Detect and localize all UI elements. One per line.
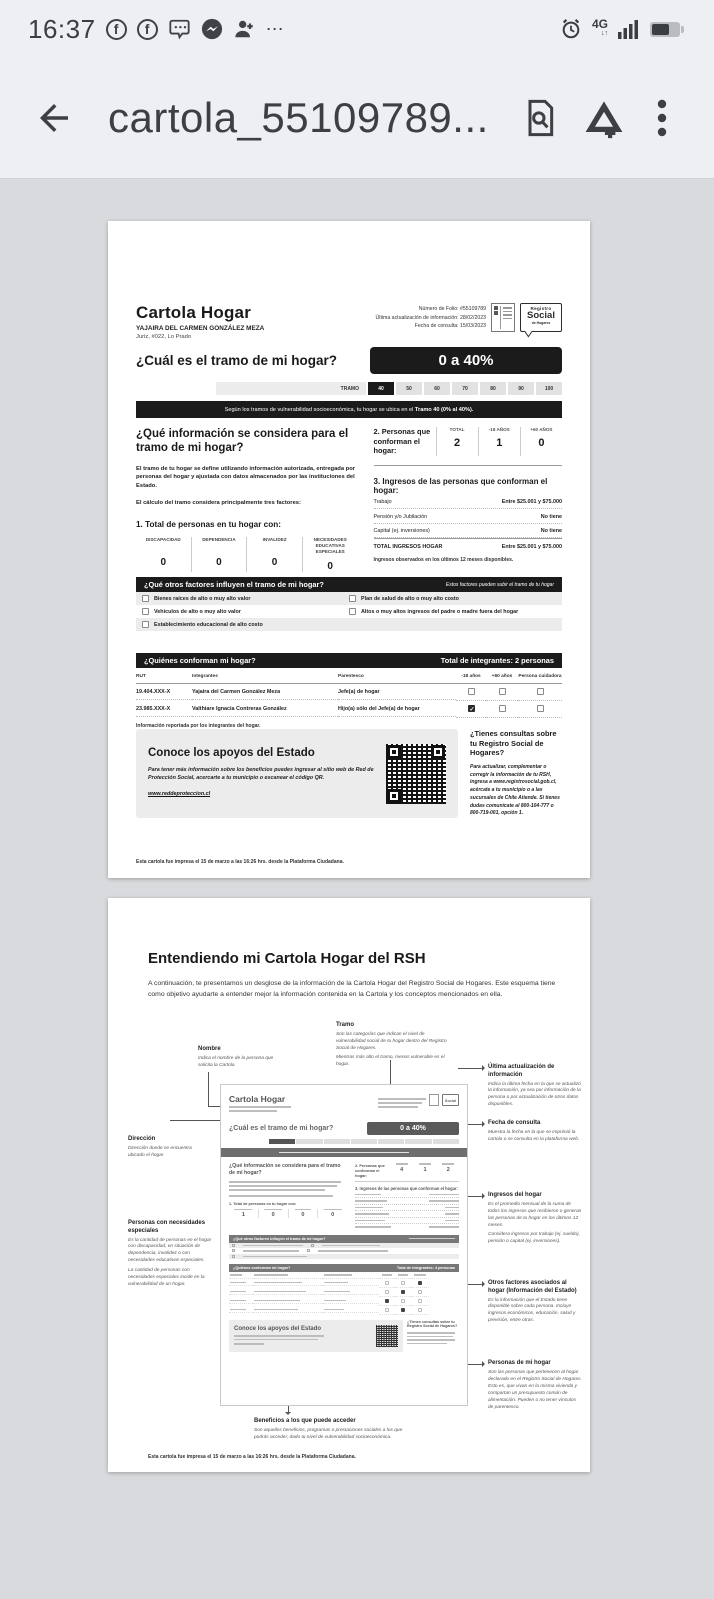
tramo-tick: 60 (424, 382, 450, 395)
mini-ministry-logo (429, 1094, 439, 1106)
tramo-tick: 90 (508, 382, 534, 395)
arrowhead (482, 1121, 488, 1127)
under18-checkbox (468, 705, 475, 712)
member-relation: Hijo(a) sólo del Jefe(a) de hogar (338, 701, 456, 717)
find-in-page-button[interactable] (512, 90, 568, 146)
label-tramo: Tramo Son las categorías que indican el nivel de vulnerabilidad social de tu hogar dentro del Registro Social de Hogares. Mientras más alto el tramo, menos vulnerable es el hogar. (336, 1022, 447, 1068)
member-rut: 23.985.XXX-X (136, 701, 192, 717)
label-nombre: Nombre Indica el nombre de la persona que solicita la Cartola (198, 1046, 274, 1068)
label-consulta: Fecha de consulta Muestra la fecha en la que se imprimió la cartola o se consulta en la plataforma web. (488, 1120, 580, 1142)
tramo-scale-label: TRAMO (216, 382, 366, 395)
person-add-icon (233, 18, 256, 40)
tramo-banner: Según los tramos de vulnerabilidad socioeconómica, tu hogar se ubica en el Tramo 40 (0% al 40%). (136, 401, 562, 418)
apoyos-body: Para tener más información sobre los beneficios puedes ingresar al sitio web de Red de Protección Social, acercarte a tu municipio o escanear el código QR. (148, 766, 374, 782)
status-bar (0, 0, 714, 58)
add-to-drive-button[interactable] (576, 90, 632, 146)
member-rut: 19.404.XXX-X (136, 684, 192, 700)
factor1-value: 0 (271, 556, 278, 568)
factor3-note: Ingresos observados en los últimos 12 meses disponibles. (373, 556, 514, 563)
facebook-icon: f (106, 19, 127, 40)
mini-tramo-value: 0 a 40% (367, 1122, 459, 1135)
other-factors-section: ¿Qué otros factores influyen el tramo de mi hogar? Estos factores pueden subir el tramo de tu hogar Bienes raíces de alto o muy alto valor Plan de salud de alto o muy alto costo Vehículos de alto o muy alto valor Altos o muy altos ingresos del padre o madre fuera del hogar Establecimiento educacional de alto costo (136, 577, 562, 631)
consultas-body: Para actualizar, complementar o corregir la información de tu RSH, ingresa a www.registrosocial.gob.cl, acércate a tu municipio o a las sucursales de Chile Atiende. Si tienes dudas comunícate al 800-104-777 o 800-719-001, opción 1. (470, 763, 560, 817)
over60-checkbox (499, 688, 506, 695)
pdf-page-2 (108, 898, 590, 1472)
mini-qr-code (376, 1325, 398, 1347)
chat-bubble-icon (168, 18, 191, 40)
alarm-icon (560, 18, 582, 40)
back-arrow-icon (33, 97, 75, 139)
factor2-value: 1 (496, 437, 503, 449)
factor1-value: 0 (327, 560, 333, 572)
factor2-table: 2. Personas que conforman el hogar: TOTAL 2 -18 AÑOS 1 +60 AÑOS 0 (374, 427, 562, 466)
label-actualizacion: Última actualización de información Indica la última fecha en la que se actualizó la información, ya sea por información de la persona o por actualización de otros datos disponibles. (488, 1064, 581, 1108)
more-notifications-icon: ⋯ (265, 19, 286, 39)
mini-registro-social-logo: Social (442, 1094, 459, 1106)
mini-factor2-table: 2. Personas que conforman el hogar: 4 1 2 (355, 1163, 459, 1182)
mini-consultas-box: ¿Tienes consultas sobre tu Registro Social de Hogares? (407, 1320, 459, 1352)
apoyos-link[interactable]: www.reddeproteccion.cl (148, 791, 211, 798)
folio-meta (376, 303, 486, 331)
ministry-logo (491, 303, 515, 332)
page2-intro: A continuación, te presentamos un desglose de la información de la Cartola Hogar del Registro Social de Hogares. Este esquema tiene como objetivo ayudarte a entender mejor la información contenida en la Cartola y los conceptos mencionados en ella. (148, 980, 556, 999)
member-relation: Jefe(a) de hogar (338, 684, 456, 700)
page2-title: Entendiendo mi Cartola Hogar del RSH (148, 950, 426, 967)
holder-address: Juriz, #022, Lo Prado (136, 333, 192, 340)
member-name: Yajaira del Carmen González Meza (192, 684, 338, 700)
factor3-table: Trabajo Entre $25.001 y $75.000 Pensión y/o Jubilación No tiene Capital (ej. inversiones) No tiene TOTAL INGRESOS HOGAR Entre $25.001 y $75.000 (374, 495, 562, 553)
tramo-tick: 70 (452, 382, 478, 395)
registro-social-logo: Registro Social de Hogares (520, 303, 562, 332)
mini-cartola (220, 1084, 468, 1406)
consultas-box (470, 729, 562, 818)
connector-line (458, 1068, 484, 1069)
facebook-icon: f (137, 19, 158, 40)
label-ingresos: Ingresos del hogar Es el promedio mensual de la suma de todos los ingresos que recibieron o generan las personas de tu hogar en los últimos 12 meses. Considera ingresos por trabajo (ej. sueldo), pensión o capital (ej. inversiones). (488, 1192, 582, 1245)
arrowhead (482, 1361, 488, 1367)
caregiver-checkbox (537, 688, 544, 695)
arrowhead (285, 1412, 291, 1418)
mini-factor3-heading: 3. Ingresos de las personas que conforman el hogar: (355, 1186, 458, 1192)
mini-apoyos-heading: Conoce los apoyos del Estado (234, 1326, 322, 1333)
household-column (374, 427, 562, 572)
apoyos-heading: Conoce los apoyos del Estado (148, 746, 315, 759)
label-direccion: Dirección Dirección donde se encuentra ubicado el hogar (128, 1136, 192, 1158)
qr-code (386, 744, 446, 804)
last-update: Última actualización de información: 28/02/2023 (375, 314, 486, 321)
other-factors-heading: ¿Qué otros factores influyen el tramo de mi hogar? (144, 580, 324, 589)
info-heading: ¿Qué información se considera para el tramo de mi hogar? (136, 428, 349, 455)
members-total: Total de integrantes: 2 personas (440, 656, 554, 665)
tramo-tick: 50 (396, 382, 422, 395)
factor1-value: 0 (160, 556, 167, 568)
coat-of-arms-icon (494, 306, 501, 329)
mini-members-heading: ¿Quiénes conforman mi hogar? (233, 1266, 291, 1271)
caregiver-checkbox (537, 705, 544, 712)
member-name: Valthiare Ignacia Contreras González (192, 701, 338, 717)
tramo-tick-active: 40 (368, 382, 394, 395)
app-bar (0, 58, 714, 179)
cartola-header (136, 303, 562, 340)
find-in-page-icon (520, 96, 560, 140)
members-table: RUT Integrantes Parentesco -18 años +60 años Persona cuidadora 19.404.XXX-X Yajaira del Carmen González Meza Jefe(a) de hogar 23.985.XXX-X Valthiare Ignacia Contreras González Hijo(a) sólo del Jefe(a) de hogar ✓ (136, 668, 562, 718)
signal-bars-icon (618, 19, 640, 39)
factor2-value: 2 (454, 437, 461, 449)
back-button[interactable] (26, 90, 82, 146)
members-section (136, 653, 562, 729)
mini-tramo-scale (229, 1139, 459, 1144)
tramo-scale (136, 382, 562, 395)
tramo-tick: 100 (536, 382, 562, 395)
mini-other-factors-heading: ¿Qué otros factores influyen el tramo de mi hogar? (233, 1236, 326, 1241)
checkbox (142, 608, 149, 615)
checkbox (349, 608, 356, 615)
tramo-question: ¿Cuál es el tramo de mi hogar? (136, 353, 338, 368)
other-factors-hint: Estos factores pueden subir el tramo de tu hogar (445, 581, 554, 588)
info-paragraph: El tramo de tu hogar se define utilizando información autorizada, entregada por personas del hogar y ajustada con datos almacenados por las instituciones del Estado. (136, 465, 356, 490)
label-personas: Personas de mi hogar Son las personas que pertenecen al hogar declarado en el Registro Social de Hogares. Esto es, que vivan en la misma vivienda y compartan un presupuesto común de alimentación. Pueden o no tener vínculos de parentesco. (488, 1360, 582, 1410)
signal-4g-icon: 4G ↓↑ (591, 17, 608, 37)
factor1-table: DISCAPACIDAD 0 DEPENDENCIA 0 INVALIDEZ 0 NECESIDADES EDUCATIVAS ESPECIALES 0 (136, 537, 358, 572)
label-beneficios: Beneficios a los que puede acceder Son aquellos beneficios, programas o prestaciones sociales a los que podrás acceder, dado tu nivel de vulnerabilidad socioeconómica. (254, 1418, 403, 1440)
checkbox (142, 595, 149, 602)
checkbox (349, 595, 356, 602)
members-note: Información reportada por los integrantes del hogar. (136, 722, 261, 729)
overflow-menu-button[interactable] (640, 90, 684, 146)
factor1-heading: 1. Total de personas en tu hogar con: (136, 519, 281, 529)
members-heading: ¿Quiénes conforman mi hogar? (144, 656, 256, 665)
label-otros-factores: Otros factores asociados al hogar (Información del Estado) Es la información que el Estado tiene disponible sobre cada persona. Incluye ingresos económicos, educación, salud y previsión, entre otras. (488, 1280, 577, 1324)
battery-icon (650, 22, 680, 37)
folio-number: Número de Folio: #55109789 (418, 306, 486, 312)
page-title: Cartola Hogar (136, 303, 252, 322)
pdf-viewer[interactable] (0, 179, 714, 1598)
overflow-menu-icon (656, 97, 668, 139)
info-column (136, 427, 358, 572)
tramo-tick: 80 (480, 382, 506, 395)
label-necesidades: Personas con necesidades especiales Es la cantidad de personas en el hogar con discapacidad, en situación de dependencia, invalidez o con necesidades educativas especiales. La cantidad de personas con necesidades especiales incide en la vulnerabilidad de un hogar. (128, 1220, 212, 1287)
factor1-value: 0 (216, 556, 222, 568)
arrowhead (482, 1281, 488, 1287)
apoyos-box (136, 729, 458, 818)
tramo-value-badge: 0 a 40% (370, 347, 562, 374)
connector-line (208, 1072, 209, 1106)
messenger-icon (201, 18, 223, 40)
document-title: cartola_55109789... (108, 94, 489, 141)
print-footer: Esta cartola fue impresa el 15 de marzo a las 16:26 hrs. desde la Plataforma Ciudadana. (148, 1454, 356, 1460)
factor2-value: 0 (538, 437, 545, 449)
mini-title: Cartola Hogar (229, 1094, 286, 1104)
mini-members-total: Total de integrantes: 4 personas (396, 1266, 455, 1271)
mini-tramo-banner (221, 1148, 467, 1157)
mini-factor1-heading: 1. Total de personas en tu hogar con: (229, 1201, 297, 1206)
factor3-heading: 3. Ingresos de las personas que conforman el hogar: (373, 476, 548, 495)
mini-apoyos-box (229, 1320, 403, 1352)
consult-date: Fecha de consulta: 15/03/2023 (414, 323, 486, 330)
add-to-drive-icon (582, 97, 626, 139)
print-footer: Esta cartola fue impresa el 15 de marzo a las 16:26 hrs. desde la Plataforma Ciudadana. (136, 859, 344, 865)
checkbox (142, 621, 149, 628)
mini-tramo-question: ¿Cuál es el tramo de mi hogar? (229, 1125, 334, 1132)
mini-members-table (229, 1272, 459, 1315)
over60-checkbox (499, 705, 506, 712)
mini-info-heading: ¿Qué información se considera para el tramo de mi hogar? (229, 1163, 341, 1176)
pdf-page-1 (108, 221, 590, 878)
arrowhead (482, 1193, 488, 1199)
arrowhead (482, 1065, 488, 1071)
holder-name: YAJAIRA DEL CARMEN GONZÁLEZ MEZA (136, 325, 265, 332)
mini-factor1-table: 1 0 0 0 (229, 1209, 347, 1219)
clock-text: 16:37 (28, 13, 96, 44)
under18-checkbox (468, 688, 475, 695)
info-paragraph: El cálculo del tramo considera principalmente tres factores: (136, 499, 301, 506)
consultas-heading: ¿Tienes consultas sobre tu Registro Social de Hogares? (470, 729, 557, 758)
